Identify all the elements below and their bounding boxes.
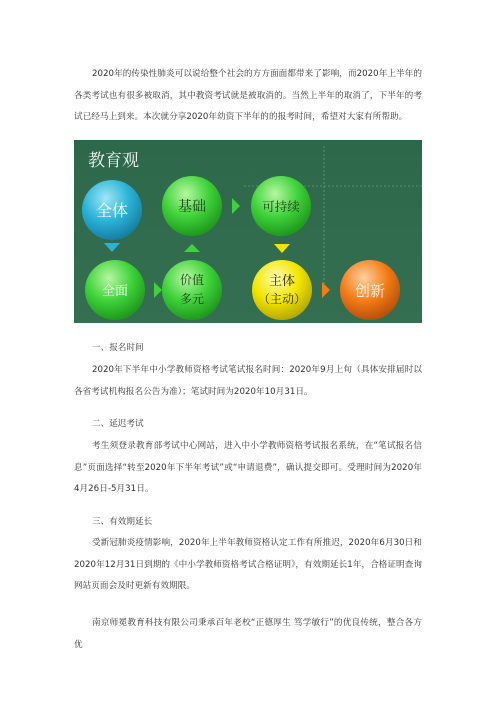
node-jichu-label: 基础 [178,199,206,215]
node-duoyuan-label: 多元 [179,292,205,306]
node-quanti-label: 全体 [95,201,129,220]
node-quanmian-label: 全面 [101,284,129,299]
node-jiazhi-circle [162,260,222,320]
diagram-svg [74,140,422,323]
section-3-heading: 三、有效期延长 [92,517,153,527]
education-view-diagram [74,140,422,323]
node-jiazhi-label: 价值 [179,273,205,287]
node-zhuti-circle [252,260,312,320]
section-2-heading: 二、延迟考试 [92,419,144,429]
section-1-heading: 一、报名时间 [92,343,144,353]
node-zhudong-label: （主动） [257,292,307,306]
section-1-text: 2020年下半年中小学教师资格考试笔试报名时间：2020年9月上旬（具体安排届时以各省考试机构报名公告为准）；笔试时间为2020年10月31日。 [74,365,422,397]
section-3-text: 受新冠肺炎疫情影响，2020年上半年教师资格认定工作有所推迟，2020年6月30日和2020年12月31日到期的《中小学教师资格考试合格证明》，有效期延长1年，合格证明查询网站页面会及时更新有效期限。 [74,538,422,591]
closing-paragraph: 南京师冕教育科技有限公司秉承百年老校“正德厚生 笃学敏行”的优良传统，整合各方优 [74,618,422,650]
node-kechixu-label: 可持续 [262,199,300,214]
intro-paragraph: 2020年的传染性肺炎可以说给整个社会的方方面面都带来了影响，而2020年上半年的各类考试也有很多被取消，其中教资考试就是被取消的。当然上半年的取消了，下半年的考试已经马上到来。本次就分享2020年幼资下半年的的报考时间，希望对大家有所帮助。 [74,69,422,122]
node-zhuti-label: 主体 [268,274,296,289]
node-chuangxin-label: 创新 [354,282,386,300]
section-2-text: 考生须登录教育部考试中心网站，进入中小学教师资格考试报名系统，在“笔试报名信息”页面选择“转至2020年下半年考试”或“申请退费”，确认提交即可。受理时间为2020年4月26日-5月31日。 [74,441,422,494]
diagram-title: 教育观 [88,151,139,171]
